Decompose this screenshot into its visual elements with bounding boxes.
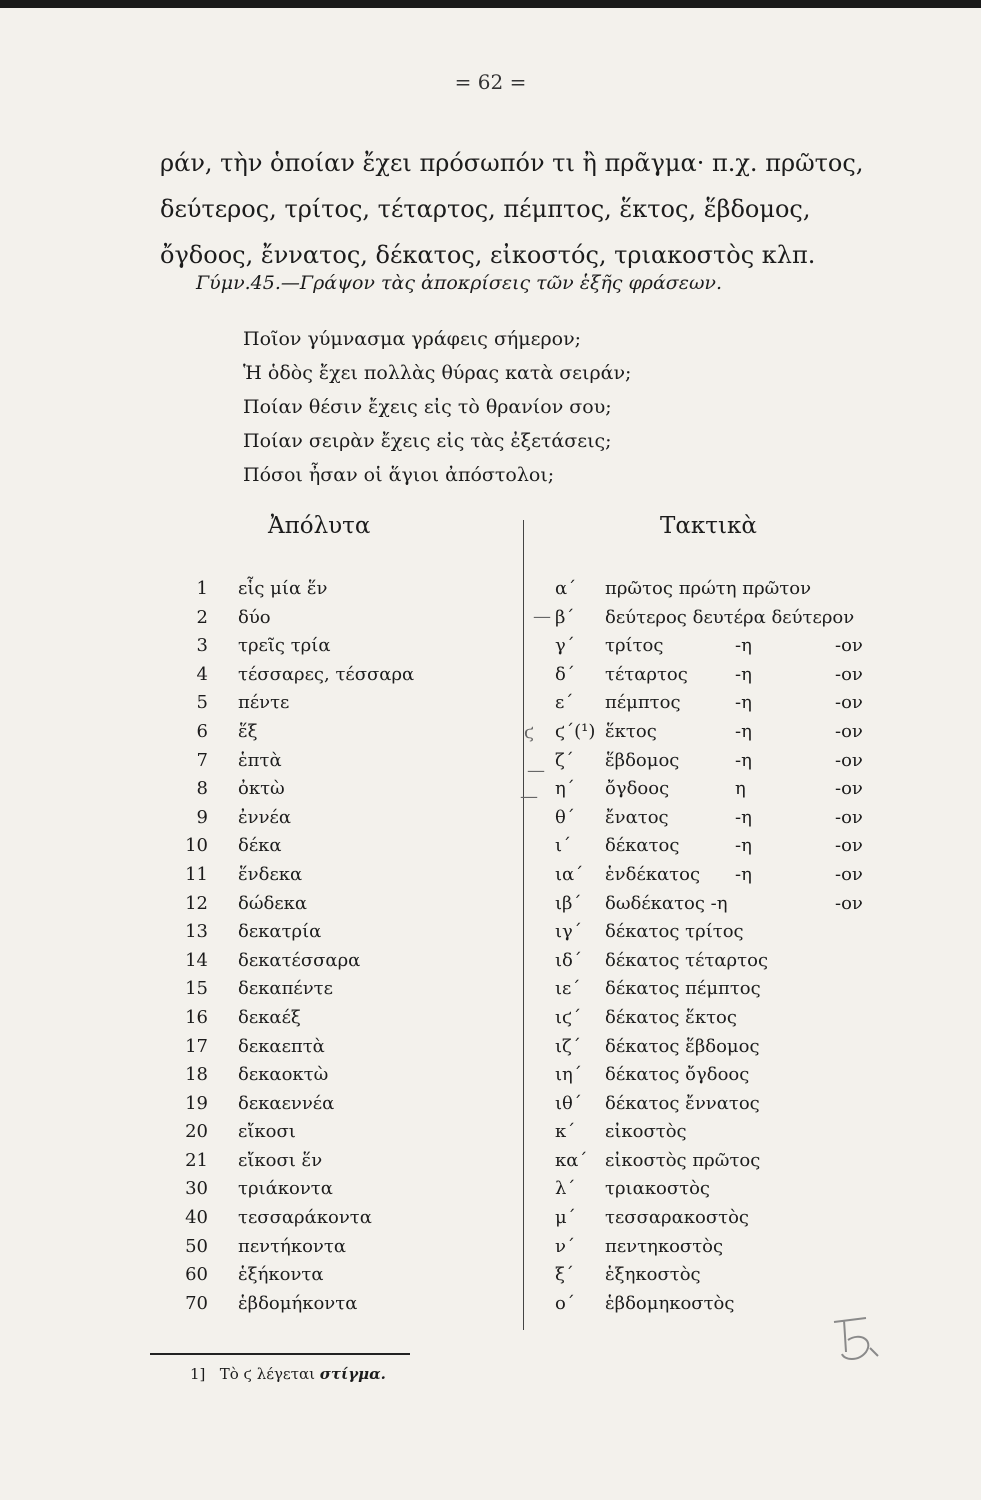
ordinal-numeral: α΄	[555, 578, 577, 599]
ordinal-feminine-ending: -η	[735, 692, 752, 714]
ordinal-word: ἑβδομηκοστὸς	[605, 1292, 735, 1314]
cardinal-number: 12	[185, 892, 208, 914]
ordinal-feminine-ending: -η	[735, 663, 752, 685]
cardinal-word: δεκατρία	[238, 921, 322, 943]
ordinal-neuter-ending: -ον	[835, 863, 863, 885]
intro-line: ράν, τὴν ὁποίαν ἔχει πρόσωπόν τι ἢ πρᾶγμα· π.χ. πρῶτος,	[160, 149, 864, 177]
ordinal-neuter-ending: -ον	[835, 892, 863, 914]
ordinal-numeral: ιβ΄	[555, 892, 582, 914]
cardinal-word: ἑξήκοντα	[238, 1264, 324, 1286]
ordinal-feminine-ending: η	[735, 778, 746, 800]
cardinal-word: εἷς μία ἕν	[238, 578, 328, 599]
ordinal-neuter-ending: -ον	[835, 663, 863, 685]
ordinal-numeral: ιθ΄	[555, 1092, 582, 1114]
ordinal-numeral: ι΄	[555, 835, 572, 857]
question: Ποίαν σειρὰν ἔχεις εἰς τὰς ἐξετάσεις;	[243, 430, 612, 452]
cardinal-word: τεσσαράκοντα	[238, 1207, 372, 1229]
cardinal-number: 3	[196, 635, 208, 657]
ordinal-numeral: ιζ΄	[555, 1035, 581, 1057]
cardinal-number: 9	[196, 806, 208, 828]
footnote-text: Τὸ ϛ λέγεται	[219, 1365, 316, 1383]
ordinal-neuter-ending: -ον	[835, 778, 863, 800]
cardinal-word: ἐννέα	[238, 806, 292, 828]
ordinal-neuter-ending: -ον	[835, 806, 863, 828]
ordinal-word: τρίτος	[605, 635, 664, 657]
ordinal-numeral: ξ΄	[555, 1264, 574, 1286]
footnote	[190, 1365, 386, 1383]
question: Ποίαν θέσιν ἔχεις εἰς τὸ θρανίον σου;	[243, 396, 612, 418]
ordinal-feminine-ending: -η	[735, 835, 752, 857]
ordinal-numeral: ο΄	[555, 1292, 575, 1314]
cardinal-number: 20	[185, 1121, 208, 1143]
ordinal-word: εἰκοστὸς	[605, 1121, 687, 1143]
cardinal-number: 15	[185, 978, 208, 1000]
ordinal-neuter-ending: -ον	[835, 635, 863, 657]
intro-line: ὄγδοος, ἔννατος, δέκατος, εἰκοστός, τριακοστὸς κλπ.	[160, 241, 816, 269]
cardinal-word: ἕνδεκα	[238, 863, 303, 885]
ordinal-word: πρῶτος πρώτη πρῶτον	[605, 578, 812, 599]
ordinal-numeral: μ΄	[555, 1207, 576, 1229]
ordinal-word: δέκατος ἕκτος	[605, 1006, 737, 1028]
page-top-edge	[0, 0, 981, 8]
ordinal-word: τριακοστὸς	[605, 1178, 711, 1200]
ordinal-word: ἑνδέκατος	[605, 863, 701, 885]
ordinal-feminine-ending: -η	[735, 635, 752, 657]
cardinals-heading: Ἀπόλυτα	[268, 513, 371, 539]
ordinal-word: ὄγδοος	[605, 778, 670, 800]
ordinal-numeral: ν΄	[555, 1235, 575, 1257]
handwritten-mark-icon	[826, 1312, 886, 1372]
ordinal-numeral: ιϛ΄	[555, 1006, 582, 1028]
ordinal-feminine-ending: -η	[735, 720, 752, 742]
ordinal-word: δέκατος ἕβδομος	[605, 1035, 760, 1057]
cardinal-word: πέντε	[238, 692, 290, 714]
ordinal-feminine-ending: -η	[735, 749, 752, 771]
footnote-rule	[150, 1353, 410, 1355]
ordinal-numeral: ια΄	[555, 863, 584, 885]
cardinal-number: 5	[196, 692, 208, 714]
question-list	[243, 322, 631, 492]
ordinal-numeral: ϛ΄(¹)	[555, 720, 596, 742]
ordinal-numeral: κ΄	[555, 1121, 576, 1143]
ordinal-numeral: β΄	[555, 606, 575, 628]
cardinal-number: 2	[196, 606, 208, 628]
cardinal-word: εἴκοσι	[238, 1121, 296, 1143]
cardinal-number: 60	[185, 1264, 208, 1286]
cardinal-number: 13	[185, 921, 208, 943]
question: Ποῖον γύμνασμα γράφεις σήμερον;	[243, 328, 582, 350]
ordinal-numeral: ιγ΄	[555, 921, 582, 943]
ordinal-neuter-ending: -ον	[835, 720, 863, 742]
cardinal-number: 11	[185, 863, 208, 885]
cardinal-number: 50	[185, 1235, 208, 1257]
ordinal-numeral: κα΄	[555, 1149, 588, 1171]
ordinal-numeral: ιη΄	[555, 1064, 582, 1086]
ordinal-word: τεσσαρακοστὸς	[605, 1207, 749, 1229]
cardinal-number: 10	[185, 835, 208, 857]
ordinal-numeral: ιδ΄	[555, 949, 582, 971]
column-divider	[523, 520, 524, 1330]
ordinal-neuter-ending: -ον	[835, 692, 863, 714]
cardinal-word: εἴκοσι ἕν	[238, 1149, 323, 1171]
cardinal-word: δεκαπέντε	[238, 978, 333, 1000]
cardinal-word: δεκαέξ	[238, 1006, 301, 1028]
ordinal-word: δέκατος τέταρτος	[605, 949, 769, 971]
question: Πόσοι ἦσαν οἱ ἅγιοι ἀπόστολοι;	[243, 464, 555, 486]
ordinal-neuter-ending: -ον	[835, 835, 863, 857]
ordinal-word: δεύτερος δευτέρα δεύτερον	[605, 606, 855, 628]
cardinal-word: τρεῖς τρία	[238, 635, 331, 657]
cardinal-word: ὀκτὼ	[238, 778, 285, 800]
ordinal-word: δωδέκατος -η	[605, 892, 728, 914]
ordinal-word: ἑξηκοστὸς	[605, 1264, 701, 1286]
ordinal-word: δέκατος πέμπτος	[605, 978, 761, 1000]
cardinal-word: τέσσαρες, τέσσαρα	[238, 663, 415, 685]
ordinal-feminine-ending: -η	[735, 806, 752, 828]
cardinal-word: ἕξ	[238, 720, 258, 742]
cardinal-word: τριάκοντα	[238, 1178, 333, 1200]
margin-mark: ϛ	[524, 722, 535, 743]
ordinal-word: δέκατος ἔννατος	[605, 1092, 760, 1114]
cardinal-word: δεκαοκτὼ	[238, 1064, 329, 1086]
ordinal-numeral: ζ΄	[555, 749, 574, 771]
ordinal-word: ἕβδομος	[605, 749, 680, 771]
ordinal-numeral: ιε΄	[555, 978, 581, 1000]
ordinal-numeral: λ΄	[555, 1178, 576, 1200]
margin-mark: —	[533, 606, 551, 627]
footnote-emphasis: στίγμα.	[319, 1365, 386, 1383]
ordinal-feminine-ending: -η	[735, 863, 752, 885]
cardinal-number: 6	[196, 720, 208, 742]
cardinal-number: 14	[185, 949, 208, 971]
cardinal-number: 17	[185, 1035, 208, 1057]
cardinal-word: δώδεκα	[238, 892, 308, 914]
question: Ἡ ὁδὸς ἔχει πολλὰς θύρας κατὰ σειράν;	[243, 362, 632, 384]
footnote-number: 1]	[190, 1365, 206, 1383]
page-number: = 62 =	[454, 70, 527, 94]
ordinal-word: τέταρτος	[605, 663, 688, 685]
cardinal-number: 7	[196, 749, 208, 771]
cardinal-number: 40	[185, 1207, 208, 1229]
cardinal-word: δεκατέσσαρα	[238, 949, 361, 971]
cardinal-number: 18	[185, 1064, 208, 1086]
cardinal-number: 4	[196, 663, 208, 685]
cardinal-word: ἑβδομήκοντα	[238, 1292, 358, 1314]
cardinal-word: ἑπτὰ	[238, 749, 282, 771]
ordinal-neuter-ending: -ον	[835, 749, 863, 771]
exercise-title: Γύμν.45.—Γράψον τὰς ἀποκρίσεις τῶν ἑξῆς φράσεων.	[196, 272, 723, 294]
cardinal-word: δεκαεπτὰ	[238, 1035, 325, 1057]
ordinal-numeral: η΄	[555, 778, 575, 800]
cardinal-number: 16	[185, 1006, 208, 1028]
cardinal-number: 21	[185, 1149, 208, 1171]
cardinal-number: 1	[196, 578, 208, 599]
ordinal-numeral: δ΄	[555, 663, 575, 685]
cardinal-word: δύο	[238, 606, 271, 628]
cardinal-number: 19	[185, 1092, 208, 1114]
ordinal-word: πέμπτος	[605, 692, 681, 714]
cardinal-word: δέκα	[238, 835, 282, 857]
margin-mark: —	[527, 760, 545, 781]
cardinal-number: 30	[185, 1178, 208, 1200]
ordinal-word: ἔνατος	[605, 806, 669, 828]
intro-line: δεύτερος, τρίτος, τέταρτος, πέμπτος, ἕκτος, ἕβδομος,	[160, 195, 811, 223]
ordinal-word: πεντηκοστὸς	[605, 1235, 724, 1257]
cardinal-word: πεντήκοντα	[238, 1235, 346, 1257]
cardinal-number: 70	[185, 1292, 208, 1314]
ordinal-word: εἰκοστὸς πρῶτος	[605, 1149, 761, 1171]
ordinals-heading: Τακτικὰ	[660, 513, 757, 539]
ordinal-word: δέκατος τρίτος	[605, 921, 744, 943]
ordinal-numeral: θ΄	[555, 806, 575, 828]
ordinal-word: δέκατος	[605, 835, 680, 857]
ordinal-numeral: ε΄	[555, 692, 574, 714]
ordinal-numeral: γ΄	[555, 635, 575, 657]
ordinal-word: ἕκτος	[605, 720, 657, 742]
intro-paragraph	[160, 140, 920, 278]
cardinal-word: δεκαεννέα	[238, 1092, 335, 1114]
cardinal-number: 8	[196, 778, 208, 800]
ordinal-word: δέκατος ὄγδοος	[605, 1064, 750, 1086]
margin-mark: —	[520, 786, 538, 807]
